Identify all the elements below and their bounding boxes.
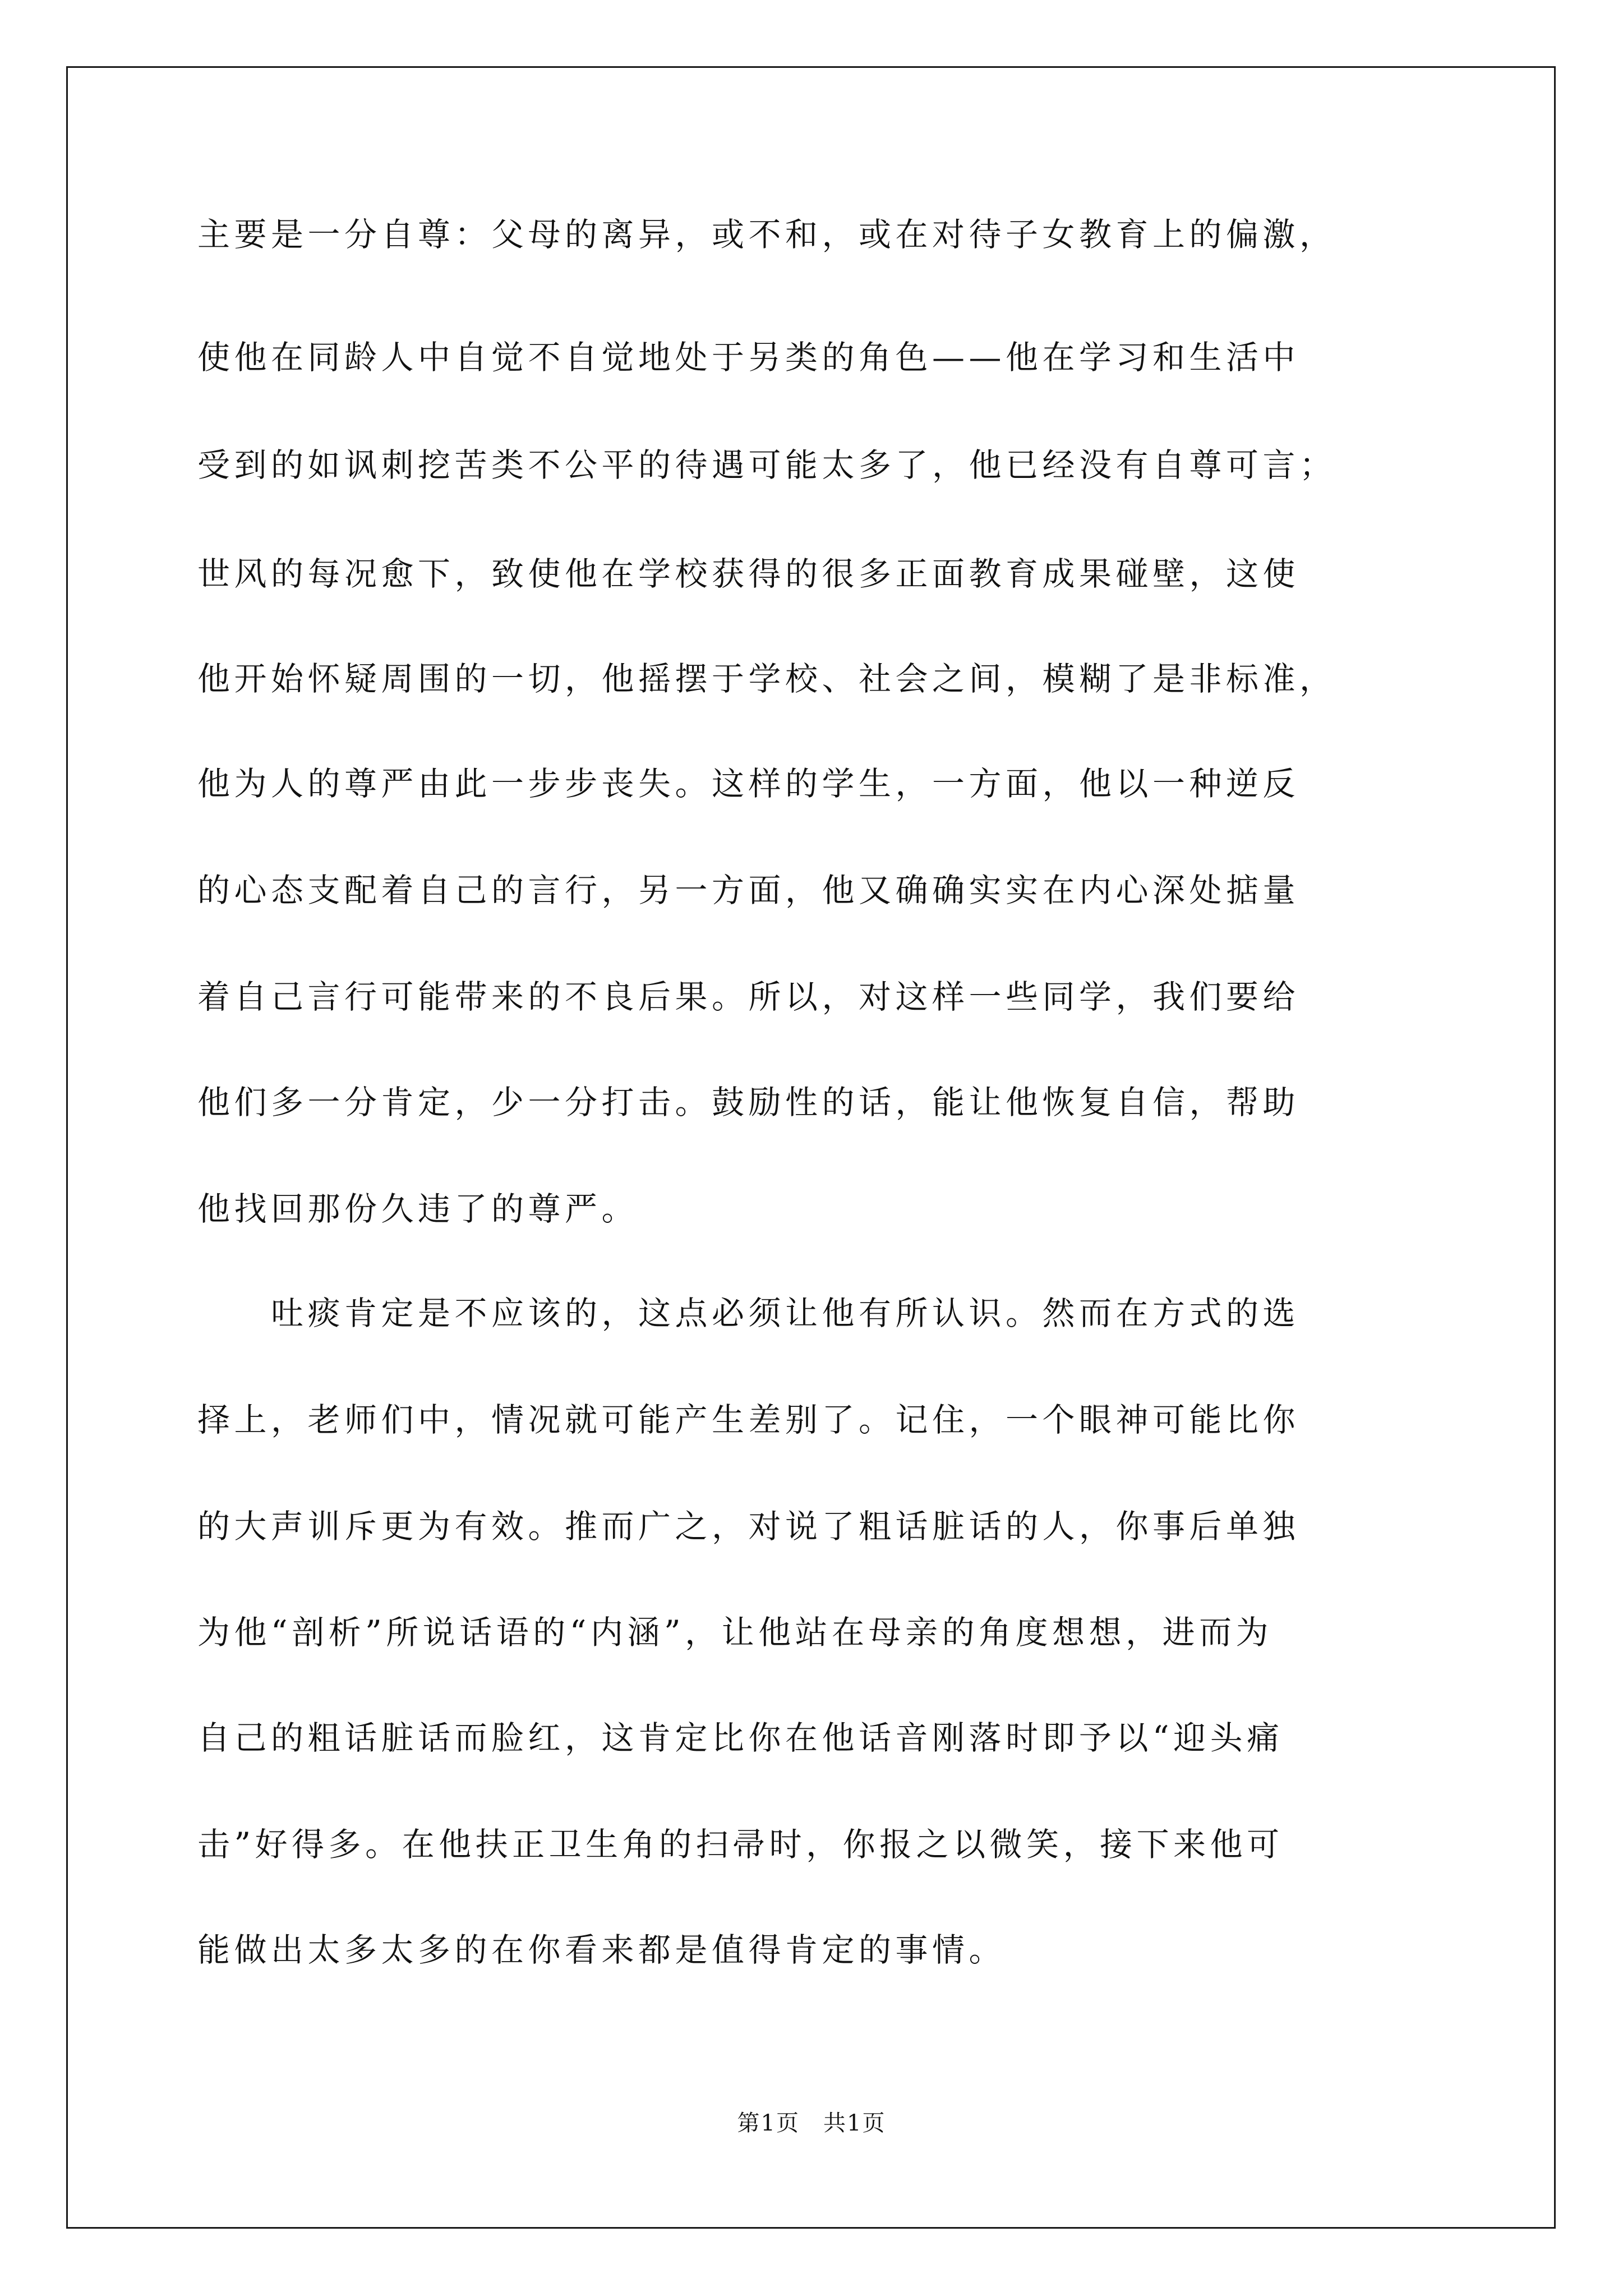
- text-line: 自己的粗话脏话而脸红，这肯定比你在他话音刚落时即予以“迎头痛: [197, 1719, 1284, 1757]
- text-line: 着自己言行可能带来的不良后果。所以，对这样一些同学，我们要给: [197, 978, 1300, 1016]
- text-line: 他开始怀疑周围的一切，他摇摆于学校、社会之间，模糊了是非标准，: [197, 660, 1336, 698]
- text-line: 能做出太多太多的在你看来都是值得肯定的事情。: [197, 1931, 1006, 1969]
- text-line: 世风的每况愈下，致使他在学校获得的很多正面教育成果碰壁，这使: [197, 555, 1300, 593]
- text-line: 受到的如讽刺挖苦类不公平的待遇可能太多了，他已经没有自尊可言；: [197, 446, 1336, 484]
- page-number: 第1页 共1页: [737, 2110, 886, 2136]
- text-line: 择上，老师们中，情况就可能产生差别了。记住，一个眼神可能比你: [197, 1401, 1300, 1439]
- text-line: 他们多一分肯定，少一分打击。鼓励性的话，能让他恢复自信，帮助: [197, 1083, 1300, 1121]
- text-line: 主要是一分自尊：父母的离异，或不和，或在对待子女教育上的偏激，: [197, 215, 1336, 254]
- text-line: 的心态支配着自己的言行，另一方面，他又确确实实在内心深处掂量: [197, 871, 1300, 909]
- text-line: 他找回那份久违了的尊严。: [197, 1190, 639, 1228]
- text-line: 为他“剖析”所说话语的“内涵”，让他站在母亲的角度想想，进而为: [197, 1613, 1273, 1651]
- text-line: 击”好得多。在他扶正卫生角的扫帚时，你报之以微笑，接下来他可: [197, 1825, 1284, 1864]
- text-line: 他为人的尊严由此一步步丧失。这样的学生，一方面，他以一种逆反: [197, 765, 1300, 803]
- text-line: 的大声训斥更为有效。推而广之，对说了粗话脏话的人，你事后单独: [197, 1507, 1300, 1545]
- text-line: 使他在同龄人中自觉不自觉地处于另类的角色——他在学习和生活中: [197, 338, 1300, 376]
- text-line: 吐痰肯定是不应该的，这点必须让他有所认识。然而在方式的选: [197, 1294, 1300, 1332]
- page-border: [66, 66, 1556, 2229]
